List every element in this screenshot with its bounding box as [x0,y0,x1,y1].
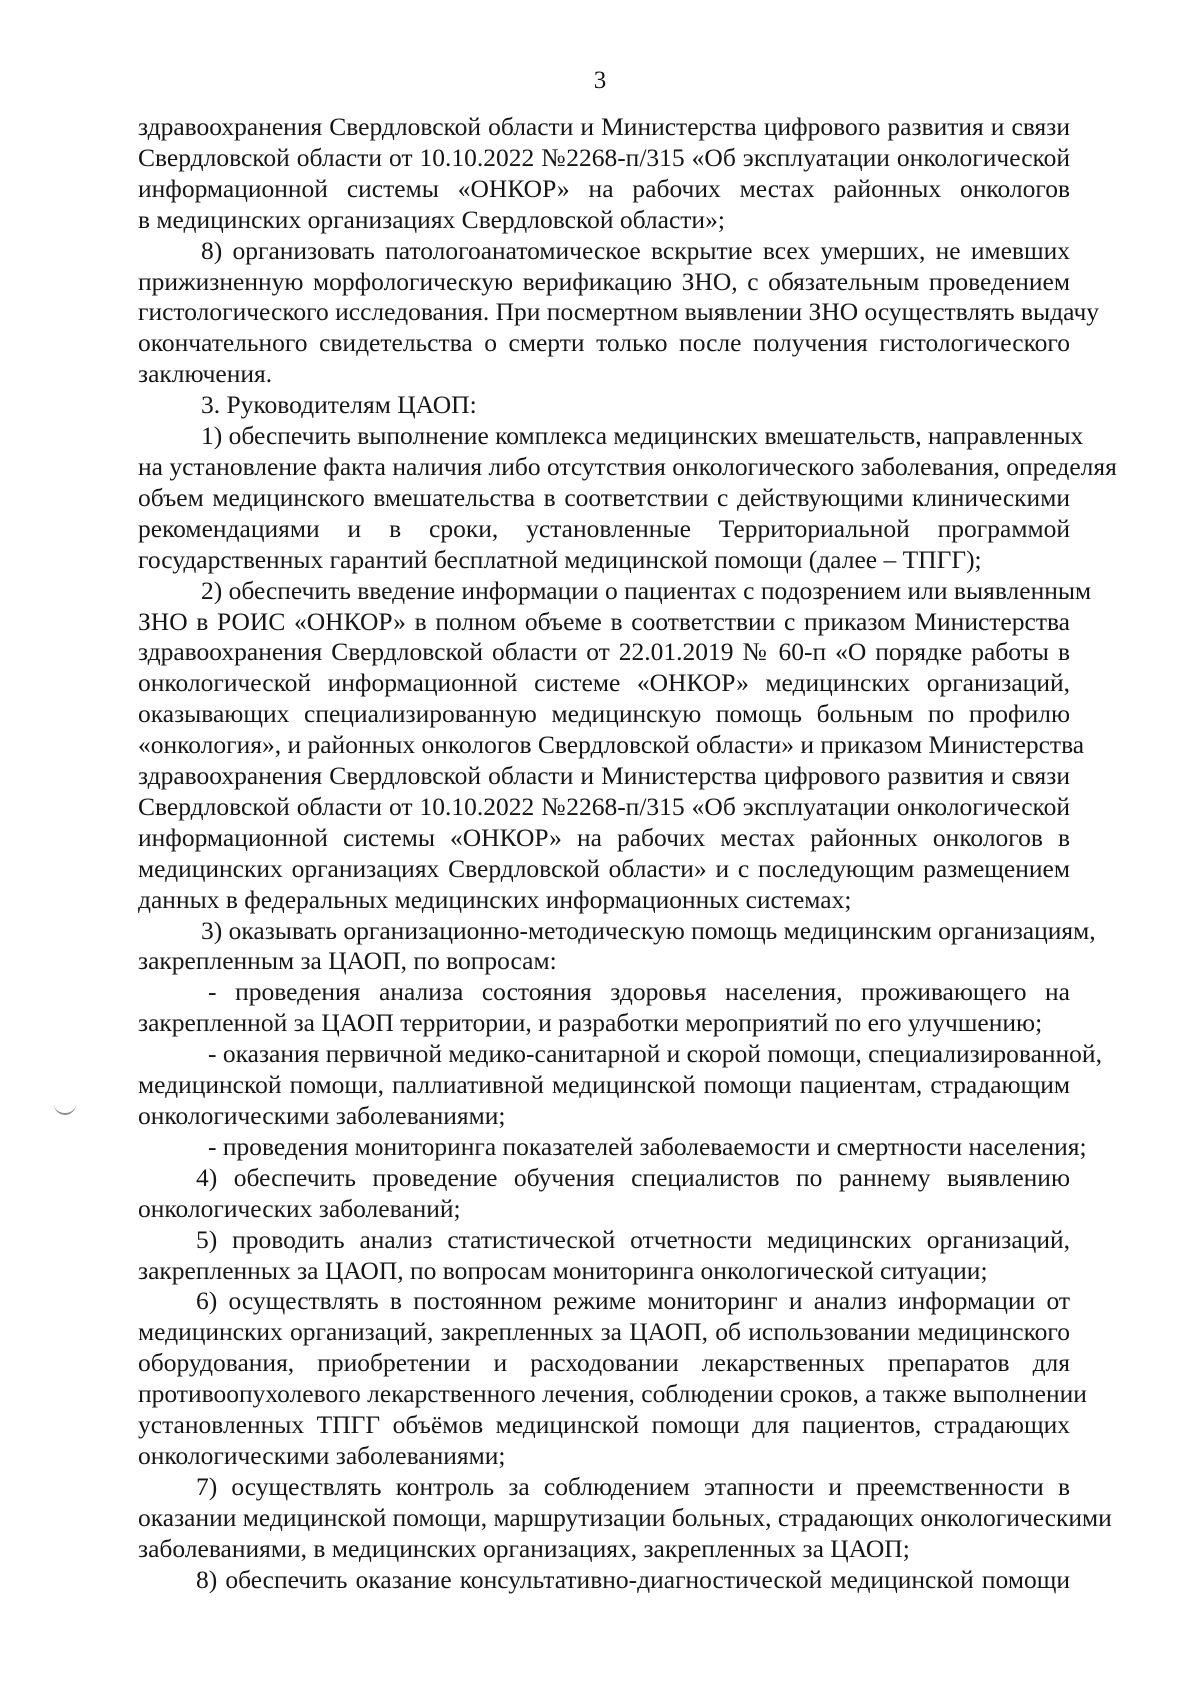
text-line: 8) обеспечить оказание консультативно-диагностической медицинской помощи [196,1564,1070,1594]
text-line: оказывающих специализированную медицинскую помощь больным по профилю [138,699,1070,729]
text-line: медицинских организаций, закрепленных за ЦАОП, об использовании медицинского [138,1317,1070,1347]
text-line: здравоохранения Свердловской области и Министерства цифрового развития и связи [138,112,1070,141]
paragraph-2-8 [138,235,1100,391]
text-line: информационной системы «ОНКОР» на рабочих местах районных онкологов [138,173,1070,203]
paragraph-7-continuation [138,112,1070,236]
text-line: онкологических заболеваний; [138,1193,461,1223]
text-line: 2) обеспечить введение информации о пациентах с подозрением или выявленным [201,575,1092,605]
paragraph-3-1 [138,421,1117,576]
text-line: 8) организовать патологоанатомическое вскрытие всех умерших, не имевших [201,235,1070,265]
scan-artifact-mark [54,1104,76,1115]
text-line: Свердловской области от 10.10.2022 №2268-п/315 «Об эксплуатации онкологической [138,791,1070,821]
paragraph-3-8 [138,1565,1070,1596]
text-line: закрепленным за ЦАОП, по вопросам: [138,946,557,976]
page-number: 3 [593,67,607,94]
paragraph-3-3-item-1 [138,977,1070,1039]
text-line: заболеваниями, в медицинских организациях, закрепленных за ЦАОП; [138,1533,910,1563]
text-line: «онкология», и районных онкологов Свердловской области» и приказом Министерства [138,730,1085,760]
text-line: гистологического исследования. При посмертном выявлении ЗНО осуществлять выдачу [138,297,1100,327]
text-line: рекомендациями и в сроки, установленные Территориальной программой [138,513,1070,543]
text-line: медицинской помощи, паллиативной медицинской помощи пациентам, страдающим [138,1070,1070,1100]
paragraph-3-3-item-3 [138,1131,1087,1163]
text-line: в медицинских организациях Свердловской области»; [138,204,725,234]
text-line: ЗНО в РОИС «ОНКОР» в полном объеме в соответствии с приказом Министерства [138,606,1070,636]
text-line: на установление факта наличия либо отсутствия онкологического заболевания, определяя [138,451,1117,481]
text-line: объем медицинского вмешательства в соответствии с действующими клиническими [138,482,1070,512]
paragraph-3-6 [138,1286,1087,1471]
text-line: онкологическими заболеваниями; [138,1101,506,1130]
text-line: оборудования, приобретении и расходовании лекарственных препаратов для [138,1348,1070,1378]
text-line: заключения. [138,359,273,389]
text-line: 3) оказывать организационно-методическую помощь медицинским организациям, [201,915,1096,945]
paragraph-3-3-item-2 [138,1039,1102,1132]
text-line: здравоохранения Свердловской области от 22.01.2019 № 60-п «О порядке работы в [138,637,1070,667]
text-line: 6) осуществлять в постоянном режиме мониторинг и анализ информации от [196,1286,1070,1316]
paragraph-3-4 [138,1163,1070,1225]
text-line: закрепленных за ЦАОП, по вопросам мониторинга онкологической ситуации; [138,1255,988,1285]
paragraph-3-3 [138,915,1096,978]
text-line: противоопухолевого лекарственного лечения, соблюдении сроков, а также выполнении [138,1379,1087,1409]
text-line: данных в федеральных медицинских информационных системах; [138,884,852,914]
text-line: Свердловской области от 10.10.2022 №2268-п/315 «Об эксплуатации онкологической [138,142,1070,172]
section-heading-3 [138,390,1070,421]
text-line: окончательного свидетельства о смерти только после получения гистологического [138,328,1070,358]
text-line: закрепленной за ЦАОП территории, и разработки мероприятий по его улучшению; [138,1008,1043,1038]
paragraph-3-7 [138,1471,1112,1565]
text-line: медицинских организациях Свердловской области» и с последующим размещением [138,853,1070,883]
text-line: оказании медицинской помощи, маршрутизации больных, страдающих онкологическими [138,1502,1112,1532]
text-line: здравоохранения Свердловской области и Министерства цифрового развития и связи [138,761,1070,791]
text-line: 1) обеспечить выполнение комплекса медицинских вмешательств, направленных [201,421,1084,451]
text-line: онкологической информационной системе «ОНКОР» медицинских организаций, [138,668,1070,698]
text-line: 3. Руководителям ЦАОП: [201,390,477,420]
text-line: 4) обеспечить проведение обучения специалистов по раннему выявлению [196,1162,1070,1192]
text-line: информационной системы «ОНКОР» на рабочих местах районных онкологов в [138,822,1070,852]
document-body [138,112,1117,1596]
text-line: установленных ТПГГ объёмов медицинской помощи для пациентов, страдающих [138,1410,1070,1440]
text-line: 5) проводить анализ статистической отчетности медицинских организаций, [196,1224,1070,1254]
text-line: - проведения мониторинга показателей заболеваемости и смертности населения; [208,1131,1087,1161]
paragraph-3-5 [138,1225,1070,1287]
text-line: государственных гарантий бесплатной медицинской помощи (далее – ТПГГ); [138,544,982,574]
text-line: - проведения анализа состояния здоровья населения, проживающего на [208,977,1070,1007]
text-line: онкологическими заболеваниями; [138,1440,506,1470]
text-line: прижизненную морфологическую верификацию ЗНО, с обязательным проведением [138,266,1070,296]
text-line: 7) осуществлять контроль за соблюдением этапности и преемственности в [196,1471,1070,1501]
paragraph-3-2 [138,575,1092,916]
text-line: - оказания первичной медико-санитарной и скорой помощи, специализированной, [208,1039,1102,1069]
